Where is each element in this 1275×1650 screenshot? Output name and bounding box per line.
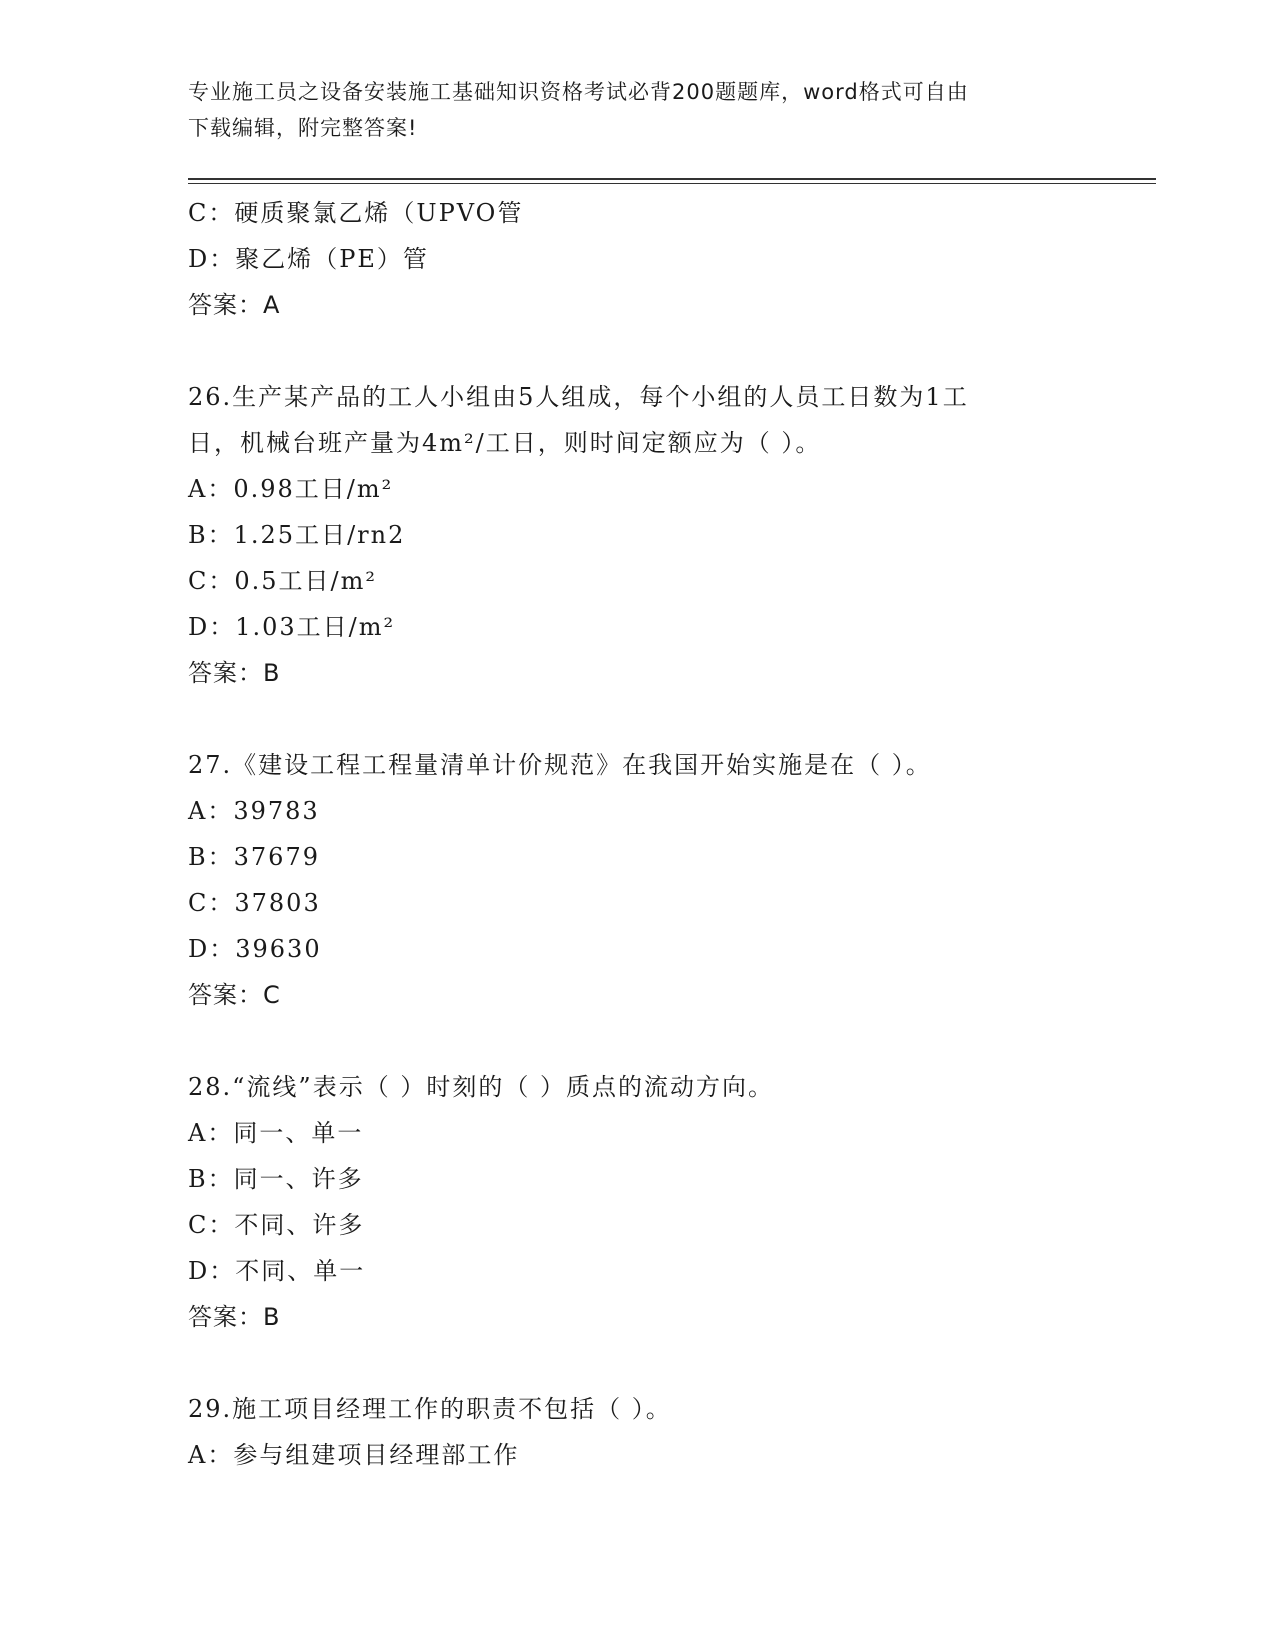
question-29 xyxy=(188,1386,1148,1478)
answer: 答案：A xyxy=(188,291,281,319)
document-header xyxy=(188,74,1088,146)
option-b: B：同一、许多 xyxy=(188,1165,364,1193)
answer: 答案：C xyxy=(188,981,281,1009)
question-stem: 26.生产某产品的工人小组由5人组成，每个小组的人员工日数为1工 xyxy=(188,383,969,411)
spacer xyxy=(188,328,1148,374)
header-divider-thin xyxy=(188,183,1156,184)
question-stem-continued: 日，机械台班产量为4m²/工日，则时间定额应为（ ）。 xyxy=(188,429,822,457)
option-a: A：同一、单一 xyxy=(188,1119,364,1147)
answer: 答案：B xyxy=(188,1303,281,1331)
option-a: A：参与组建项目经理部工作 xyxy=(188,1441,520,1469)
question-27 xyxy=(188,742,1148,1018)
header-line-1: 专业施工员之设备安装施工基础知识资格考试必背200题题库，word格式可自由 xyxy=(188,80,969,104)
option-c: C：0.5工日/m² xyxy=(188,567,377,595)
option-c: C：37803 xyxy=(188,889,321,917)
question-28 xyxy=(188,1064,1148,1340)
header-divider-thick xyxy=(188,178,1156,180)
option-c: C：不同、许多 xyxy=(188,1211,365,1239)
question-26 xyxy=(188,374,1148,696)
option-b: B：1.25工日/rn2 xyxy=(188,521,406,549)
question-stem: 29.施工项目经理工作的职责不包括（ ）。 xyxy=(188,1395,672,1423)
option-a: A：39783 xyxy=(188,797,320,825)
spacer xyxy=(188,1340,1148,1386)
question-25-tail xyxy=(188,190,1148,328)
header-line-2: 下载编辑，附完整答案! xyxy=(188,116,418,140)
option-d: D：聚乙烯（PE）管 xyxy=(188,245,429,273)
spacer xyxy=(188,696,1148,742)
option-d: D：1.03工日/m² xyxy=(188,613,396,641)
spacer xyxy=(188,1018,1148,1064)
option-d: D：不同、单一 xyxy=(188,1257,366,1285)
question-stem: 28.“流线”表示（ ）时刻的（ ）质点的流动方向。 xyxy=(188,1073,774,1101)
option-b: B：37679 xyxy=(188,843,320,871)
option-a: A：0.98工日/m² xyxy=(188,475,394,503)
option-c: C：硬质聚氯乙烯（UPVO管 xyxy=(188,199,524,227)
answer: 答案：B xyxy=(188,659,281,687)
option-d: D：39630 xyxy=(188,935,322,963)
question-stem: 27.《建设工程工程量清单计价规范》在我国开始实施是在（ ）。 xyxy=(188,751,932,779)
question-list xyxy=(188,190,1148,1478)
